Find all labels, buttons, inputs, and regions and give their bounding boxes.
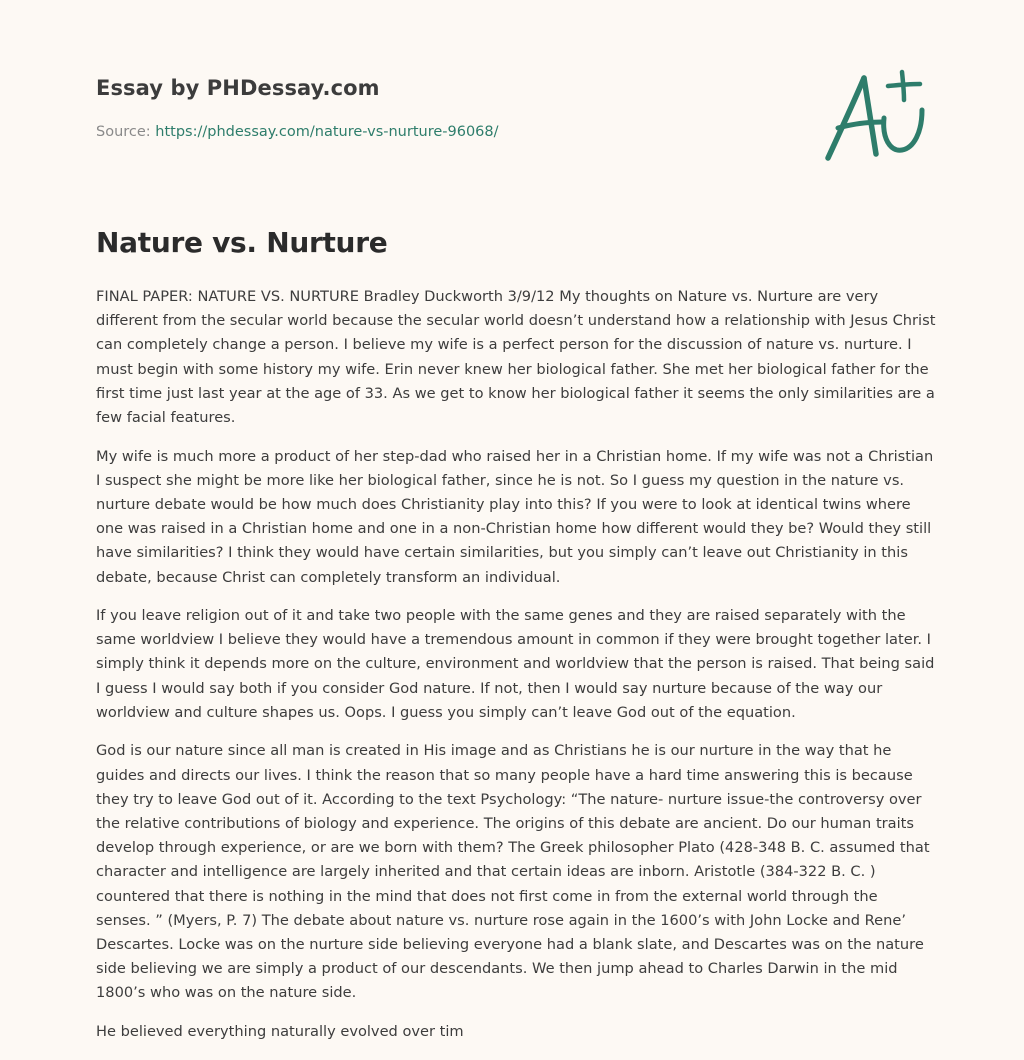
essay-paragraph-3: If you leave religion out of it and take two people with the same genes and they are raised separately with the same worldview I believe they would have a tremendous amount in common if they were brought together later. I simply think it depends more on the culture, environment and worldview that the person is raised. That being said I guess I would say both if you consider God nature. If not, then I would say nurture because of the way our worldview and culture shapes us. Oops. I guess you simply can’t leave God out of the equation. (96, 607, 935, 721)
essay-paragraph-2: My wife is much more a product of her step-dad who raised her in a Christian home. If my wife was not a Christian I suspect she might be more like her biological father, since he is not. So I guess my question in the nature vs. nurture debate would be how much does Christianity play into this? If you were to look at identical twins where one was raised in a Christian home and one in a non-Christian home how different would they be? Would they still have similarities? I think they would have certain similarities, but you simply can’t leave out Christianity in this debate, because Christ can completely transform an individual. (96, 447, 934, 586)
source-label: Source: (96, 124, 156, 140)
essay-paragraph-5: He believed everything naturally evolved over tim (96, 1022, 464, 1040)
essay-title: Nature vs. Nurture (96, 226, 388, 259)
essay-paragraph-4: God is our nature since all man is created in His image and as Christians he is our nurture in the way that he guides and directs our lives. I think the reason that so many people have a hard time answering this is because they try to leave God out of it. According to the text Psychology: “The nature- nurture issue-the controversy over the relative contributions of biology and experience. The origins of this debate are ancient. Do our human traits develop through experience, or are we born with them? The Greek philosopher Plato (428-348 B. C. assumed that character and intelligence are largely inherited and that certain ideas are inborn. Aristotle (384-322 B. C. ) countered that there is nothing in the mind that does not first come in from the external world through the senses. ” (Myers, P. 7) The debate about nature vs. nurture rose again in the 1600’s with John Locke and Rene’ Descartes. Locke was on the nurture side believing everyone had a blank slate, and Descartes was on the nature side believing we are simply a product of our descendants. We then jump ahead to Charles Darwin in the mid 1800’s who was on the nature side. (96, 742, 930, 1002)
site-brand: Essay by PHDessay.com (96, 76, 380, 100)
essay-paragraph-1: FINAL PAPER: NATURE VS. NURTURE Bradley Duckworth 3/9/12 My thoughts on Nature vs. Nurture are very different from the secular world because the secular world doesn’t understand how a relationship with Jesus Christ can completely change a person. I believe my wife is a perfect person for the discussion of nature vs. nurture. I must begin with some history my wife. Erin never knew her biological father. She met her biological father for the first time just last year at the age of 33. As we get to know her biological father it seems the only similarities are a few facial features. (96, 288, 936, 427)
essay-body (96, 285, 936, 1058)
source-line (96, 124, 499, 140)
a-plus-icon (818, 66, 930, 166)
source-link[interactable]: https://phdessay.com/nature-vs-nurture-96068/ (155, 124, 499, 140)
